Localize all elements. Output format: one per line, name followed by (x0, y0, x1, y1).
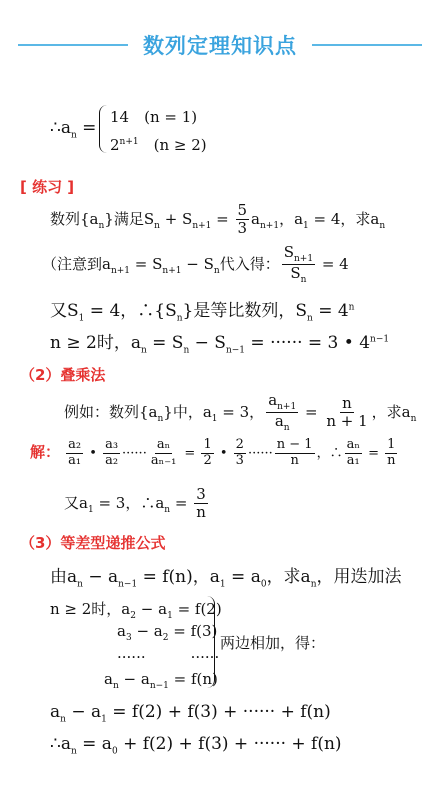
page-title: 数列定理知识点 (143, 34, 297, 58)
recurrence-line: 由$a_n - a_{n-1} = f(n)$，$a_1 = a_0$，求$a_n$，用迭加法 (50, 567, 402, 590)
solution-line: 解： $\frac{\text{a₂}}{\text{a₁}}$ • $\frac{\text{a₃}}{\text{a₂}}$ ······ $\frac{\text{aₙ}}{\text{aₙ₋₁}}$ = $\frac{1}{2}$ • $\frac{2}{3}$ ······ $\frac{n - 1}{n}$ ，∴ $\frac{\text{aₙ}}{\text{a₁}}$ = $\frac{1}{n}$ (30, 437, 396, 468)
sum-row-n: $a_n - a_{n-1} = f(n)$ (104, 670, 218, 691)
practice-line-4: n ≥ 2时，$a_n = S_n - S_{n-1}$ = ······ = 3 • $4^{n-1}$ (50, 333, 390, 356)
section-3-heading: （3）等差型递推公式 (20, 534, 166, 552)
case-row-1: 14 (n = 1) (110, 108, 198, 126)
sum-row-2: $a_3 - a_2 = f(3)$ (117, 622, 218, 643)
solution-label: 解： (30, 442, 61, 461)
example-2-line: 例如：数列$\{a_n\}$中，$a_1 = 3$， $\frac{a_{n+1}}{a_n}$ = $\frac{n}{n + 1}$ ，求$a_n$ (64, 391, 417, 434)
fraction-a-ratio: $\frac{a_{n+1}}{a_n}$ (268, 391, 297, 434)
sum-note: 两边相加，得： (220, 634, 326, 652)
practice-line-3: 又$S_1 = 4$，$\therefore\{S_n\}$是等比数列，$S_n = 4^n$ (50, 301, 355, 324)
sum-brace (206, 596, 215, 688)
sum-row-dots: ······ ······ (117, 648, 220, 666)
case-brace (99, 105, 108, 153)
case-lhs: $\therefore a_n$ = (50, 118, 97, 141)
sum-result-2: $\therefore a_n = a_0 + f(2) + f(3)$ + ······ + f(n) (50, 734, 342, 757)
example-2-result: 又$a_1 = 3$，$\therefore a_n$ = $\frac{3}{n}$ (64, 485, 206, 522)
practice-label: [ 练习 ] (20, 178, 75, 196)
fraction-s-ratio: $\frac{S_{n+1}}{S_n}$ (283, 243, 314, 286)
sum-result-1: $a_n - a_1 = f(2) + f(3)$ + ······ + f(n) (50, 702, 331, 725)
practice-line-1: 数列$\{a_n\}$满足$S_n + S_{n+1}$ = $\frac{5}{3}$ $a_{n+1}$，$a_1 = 4$，求$a_n$ (50, 201, 386, 238)
section-2-heading: （2）叠乘法 (20, 366, 106, 384)
fraction-n-ratio: $\frac{n}{n + 1}$ (326, 394, 368, 431)
fraction-5-3: $\frac{5}{3}$ (237, 201, 248, 238)
practice-line-2: （注意到$a_{n+1} = S_{n+1} - S_n$代入得： $\frac{S_{n+1}}{S_n}$ = 4 (42, 243, 349, 286)
case-row-2: $2^{n+1}$ (n ≥ 2) (110, 136, 207, 154)
sum-row-1: n ≥ 2时，$a_2 - a_1 = f(2)$ (50, 600, 222, 621)
